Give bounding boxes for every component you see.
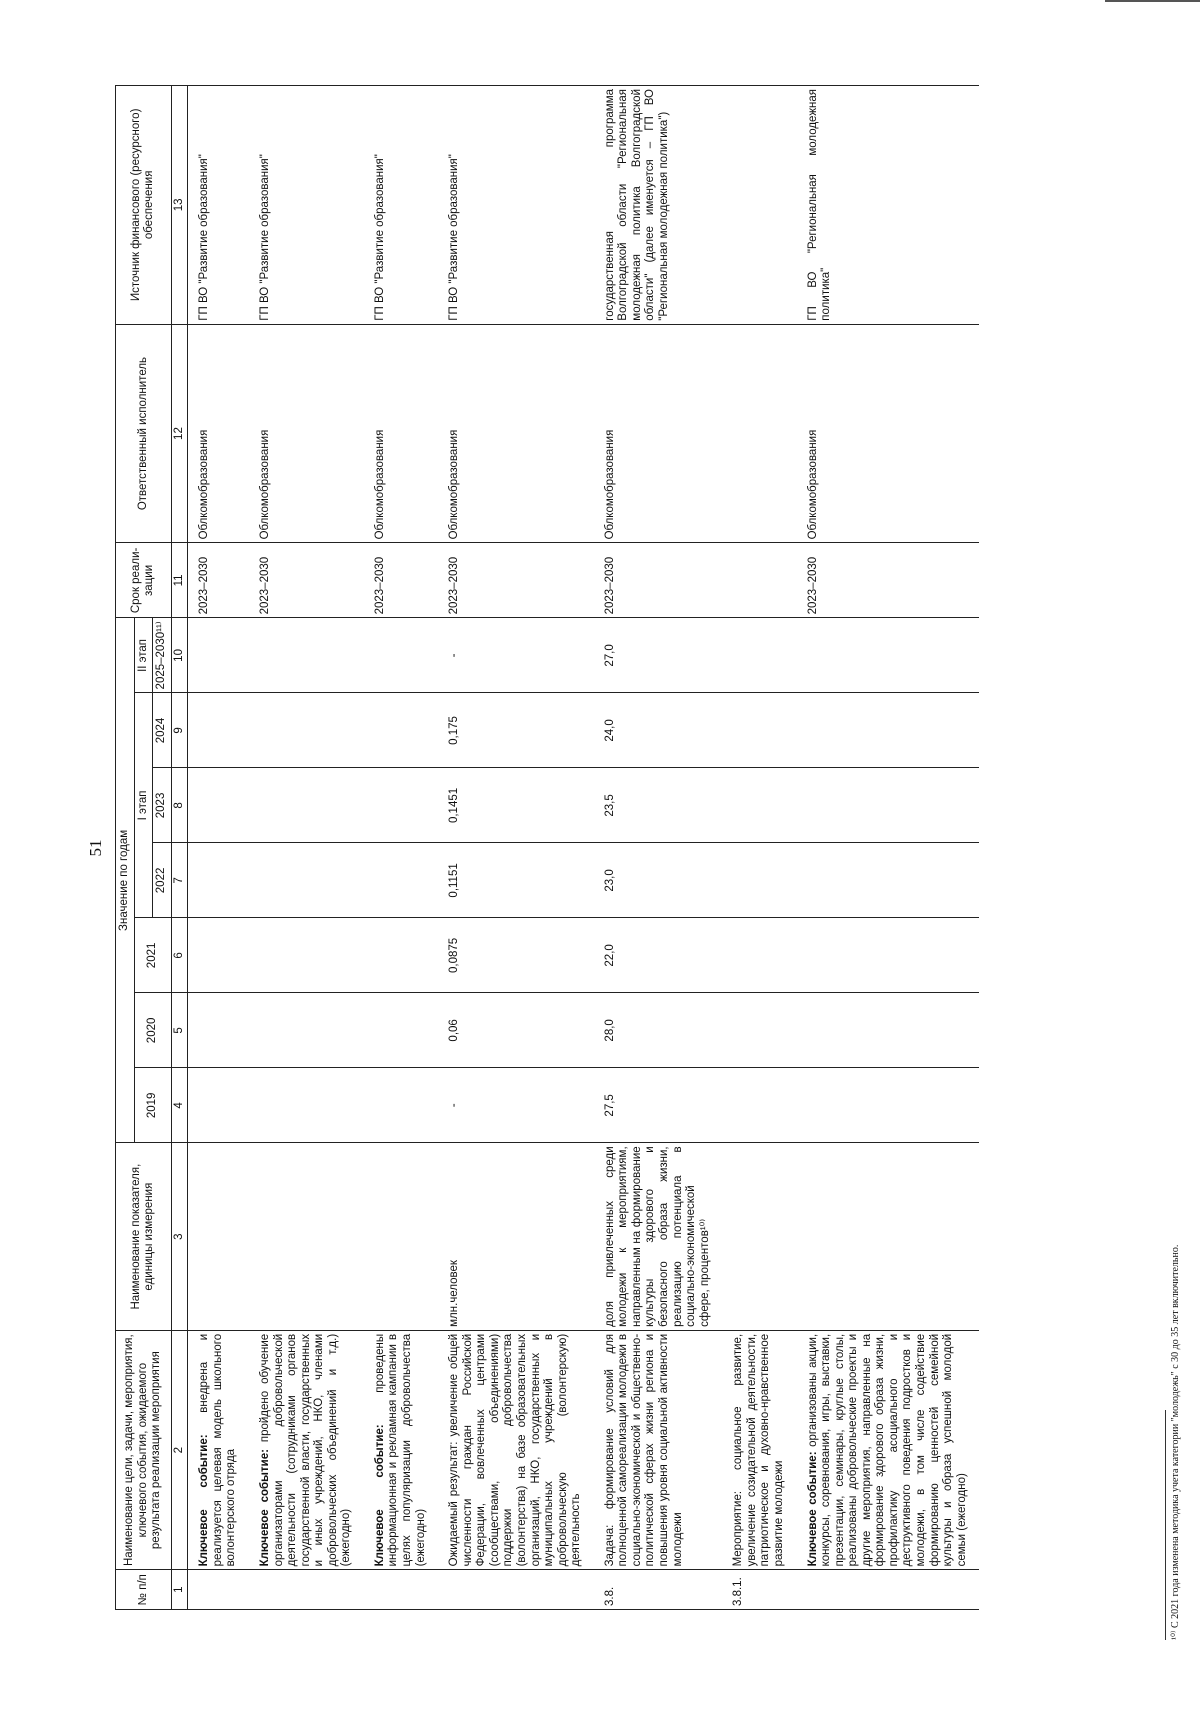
row-name-text: пройдено обучение организаторами добровольческой деятельности (сотрудниками органов государственной власти, государственных и иных учреждений, НКО, членами добровольческих объединений и т.д.) (ежегодно) bbox=[258, 1333, 353, 1567]
value-2020: 28,0 bbox=[594, 993, 723, 1068]
row-indicator bbox=[364, 1143, 438, 1330]
value-2020 bbox=[364, 993, 438, 1068]
header-2019: 2019 bbox=[134, 1068, 171, 1143]
value-2023 bbox=[364, 768, 438, 843]
value-2022 bbox=[249, 843, 364, 918]
value-2025-2030 bbox=[722, 618, 796, 693]
footnote-rule bbox=[1165, 1410, 1166, 1640]
row-term: 2023–2030 bbox=[594, 543, 723, 618]
value-2025-2030: 27,0 bbox=[594, 618, 723, 693]
row-name-text: Задача: формирование условий для полноценной самореализации молодежи в социально-экономической и общественно-политической сферах жизни региона и повышения уровня социальной активности молодежи bbox=[603, 1333, 684, 1567]
col-number: 11 bbox=[171, 543, 188, 618]
value-2019 bbox=[722, 1068, 796, 1143]
value-2021 bbox=[249, 918, 364, 993]
header-num: № п/п bbox=[116, 1570, 172, 1610]
col-number: 1 bbox=[171, 1570, 188, 1610]
row-source: ГП ВО "Развитие образования" bbox=[438, 86, 594, 325]
table-row bbox=[438, 86, 594, 1610]
row-name bbox=[364, 1330, 438, 1570]
row-indicator bbox=[722, 1143, 796, 1330]
col-number: 7 bbox=[171, 843, 188, 918]
value-2025-2030 bbox=[249, 618, 364, 693]
header-term: Срок реали-зации bbox=[116, 543, 172, 618]
row-name bbox=[249, 1330, 364, 1570]
value-2023 bbox=[797, 768, 980, 843]
row-name bbox=[188, 1330, 249, 1570]
header-name: Наименование цели, задачи, мероприятия, ключевого события, ожидаемого результата реализации мероприятия bbox=[116, 1330, 172, 1570]
value-2021 bbox=[364, 918, 438, 993]
row-responsible bbox=[722, 324, 796, 543]
row-term: 2023–2030 bbox=[249, 543, 364, 618]
value-2022 bbox=[722, 843, 796, 918]
value-2024 bbox=[249, 693, 364, 768]
rotated-page bbox=[105, 10, 1200, 1640]
col-number: 8 bbox=[171, 768, 188, 843]
header-stage1: I этап bbox=[134, 693, 153, 918]
row-name-bold: Ключевое событие: bbox=[373, 1424, 386, 1567]
value-2021: 0,0875 bbox=[438, 918, 594, 993]
col-number: 13 bbox=[171, 86, 188, 325]
header-values-group: Значение по годам bbox=[116, 618, 135, 1143]
row-name-bold: Ключевое событие: bbox=[806, 1451, 819, 1567]
value-2023: 23,5 bbox=[594, 768, 723, 843]
row-num bbox=[438, 1570, 594, 1610]
header-2025: 2025–2030¹¹⁾ bbox=[153, 618, 172, 693]
row-name-text: внедрена и реализуется целевая модель школьного волонтерского отряда bbox=[198, 1333, 238, 1567]
col-number: 3 bbox=[171, 1143, 188, 1330]
row-term bbox=[722, 543, 796, 618]
header-2023: 2023 bbox=[153, 768, 172, 843]
value-2019: - bbox=[438, 1068, 594, 1143]
row-name-bold: Ключевое событие: bbox=[198, 1434, 211, 1567]
table-row bbox=[797, 86, 980, 1610]
value-2024 bbox=[722, 693, 796, 768]
value-2023 bbox=[249, 768, 364, 843]
table-row bbox=[364, 86, 438, 1610]
header-2021: 2021 bbox=[134, 918, 171, 993]
col-number: 10 bbox=[171, 618, 188, 693]
col-number: 4 bbox=[171, 1068, 188, 1143]
value-2022: 23,0 bbox=[594, 843, 723, 918]
row-num: 3.8.1. bbox=[722, 1570, 796, 1610]
value-2023 bbox=[722, 768, 796, 843]
row-source bbox=[722, 86, 796, 325]
row-indicator: млн.человек bbox=[438, 1143, 594, 1330]
row-responsible: Облкомобразования bbox=[438, 324, 594, 543]
column-numbers-row bbox=[171, 86, 188, 1610]
row-source: ГП ВО "Региональная молодежная политика" bbox=[797, 86, 980, 325]
row-num bbox=[364, 1570, 438, 1610]
row-indicator bbox=[797, 1143, 980, 1330]
value-2022 bbox=[797, 843, 980, 918]
row-name bbox=[797, 1330, 980, 1570]
row-source: ГП ВО "Развитие образования" bbox=[364, 86, 438, 325]
footnote bbox=[1165, 1140, 1181, 1640]
row-term: 2023–2030 bbox=[438, 543, 594, 618]
value-2025-2030 bbox=[364, 618, 438, 693]
value-2024 bbox=[797, 693, 980, 768]
value-2024: 0,175 bbox=[438, 693, 594, 768]
row-name bbox=[594, 1330, 723, 1570]
value-2024 bbox=[364, 693, 438, 768]
row-responsible: Облкомобразования bbox=[188, 324, 249, 543]
value-2021 bbox=[797, 918, 980, 993]
table-row bbox=[594, 86, 723, 1610]
value-2023 bbox=[188, 768, 249, 843]
row-indicator: доля привлеченных среди молодежи к мероприятиям, направленным на формирование культуры здорового и безопасного образа жизни, реализацию потенциала в социально-экономической сфере, процентов¹⁰⁾ bbox=[594, 1143, 723, 1330]
row-name bbox=[722, 1330, 796, 1570]
header-2020: 2020 bbox=[134, 993, 171, 1068]
col-number: 5 bbox=[171, 993, 188, 1068]
col-number: 9 bbox=[171, 693, 188, 768]
row-term: 2023–2030 bbox=[797, 543, 980, 618]
table-row bbox=[249, 86, 364, 1610]
value-2022 bbox=[364, 843, 438, 918]
value-2020 bbox=[188, 993, 249, 1068]
row-responsible: Облкомобразования bbox=[594, 324, 723, 543]
value-2025-2030 bbox=[188, 618, 249, 693]
value-2019 bbox=[797, 1068, 980, 1143]
row-responsible: Облкомобразования bbox=[797, 324, 980, 543]
row-num bbox=[249, 1570, 364, 1610]
row-num bbox=[797, 1570, 980, 1610]
row-indicator bbox=[188, 1143, 249, 1330]
value-2022 bbox=[188, 843, 249, 918]
row-name-text: Мероприятие: социальное развитие, увеличение созидательной деятельности, патриотическое и духовно-нравственное развитие молодежи bbox=[732, 1333, 785, 1567]
row-source: ГП ВО "Развитие образования" bbox=[249, 86, 364, 325]
value-2025-2030 bbox=[797, 618, 980, 693]
header-2024: 2024 bbox=[153, 693, 172, 768]
row-num: 3.8. bbox=[594, 1570, 723, 1610]
table-body bbox=[188, 86, 980, 1610]
row-name bbox=[438, 1330, 594, 1570]
col-number: 12 bbox=[171, 324, 188, 543]
row-name-text: Ожидаемый результат: увеличение общей численности граждан Российской Федерации, вовлеченных центрами (сообществами, объединениями) поддержки добровольчества (волонтерства) на базе образовательных организаций, НКО, государственных и муниципальных учреждений в добровольческую (волонтерскую) деятельность bbox=[448, 1333, 583, 1567]
row-responsible: Облкомобразования bbox=[364, 324, 438, 543]
value-2019: 27,5 bbox=[594, 1068, 723, 1143]
value-2019 bbox=[249, 1068, 364, 1143]
header-stage2: II этап bbox=[134, 618, 153, 693]
table-row bbox=[188, 86, 249, 1610]
value-2021 bbox=[722, 918, 796, 993]
table-row bbox=[722, 86, 796, 1610]
row-name-text: организованы акции, конкурсы, соревнования, игры, выставки, презентации, семинары, круглые столы, реализованы добровольческие проекты и другие мероприятия, направленные на формирование здорового образа жизни, профилактику асоциального и деструктивного поведения подростков и молодежи, в том числе содействие формированию ценностей семейной культуры и образа успешной молодой семьи (ежегодно) bbox=[806, 1333, 968, 1567]
value-2020 bbox=[249, 993, 364, 1068]
value-2020 bbox=[797, 993, 980, 1068]
value-2019 bbox=[188, 1068, 249, 1143]
indicators-table bbox=[115, 85, 979, 1610]
row-name-text: проведены информационная и рекламная кампании в целях популяризации добровольчества (ежегодно) bbox=[373, 1333, 427, 1567]
value-2021 bbox=[188, 918, 249, 993]
row-num bbox=[188, 1570, 249, 1610]
col-number: 6 bbox=[171, 918, 188, 993]
value-2025-2030: - bbox=[438, 618, 594, 693]
value-2019 bbox=[364, 1068, 438, 1143]
header-indicator: Наименование показателя, единицы измерения bbox=[116, 1143, 172, 1330]
row-source: ГП ВО "Развитие образования" bbox=[188, 86, 249, 325]
header-responsible: Ответственный исполнитель bbox=[116, 324, 172, 543]
row-term: 2023–2030 bbox=[364, 543, 438, 618]
value-2024 bbox=[188, 693, 249, 768]
value-2024: 24,0 bbox=[594, 693, 723, 768]
table-header bbox=[116, 86, 188, 1610]
col-number: 2 bbox=[171, 1330, 188, 1570]
row-indicator bbox=[249, 1143, 364, 1330]
value-2020 bbox=[722, 993, 796, 1068]
header-2022: 2022 bbox=[153, 843, 172, 918]
row-name-bold: Ключевое событие: bbox=[258, 1449, 271, 1567]
top-rule bbox=[1105, 0, 1200, 2]
header-source: Источник финансового (ресурсного) обеспечения bbox=[116, 86, 172, 325]
value-2020: 0,06 bbox=[438, 993, 594, 1068]
footnote-text: ¹⁰⁾ С 2021 года изменена методика учета категории "молодежь" с 30 до 35 лет включительно. bbox=[1170, 1244, 1181, 1640]
value-2023: 0,1451 bbox=[438, 768, 594, 843]
row-term: 2023–2030 bbox=[188, 543, 249, 618]
value-2021: 22,0 bbox=[594, 918, 723, 993]
value-2022: 0,1151 bbox=[438, 843, 594, 918]
row-responsible: Облкомобразования bbox=[249, 324, 364, 543]
row-source: государственная программа Волгоградской области "Региональная молодежная политика Волгоградской области" (далее именуется – ГП ВО "Региональная молодежная политика") bbox=[594, 86, 723, 325]
